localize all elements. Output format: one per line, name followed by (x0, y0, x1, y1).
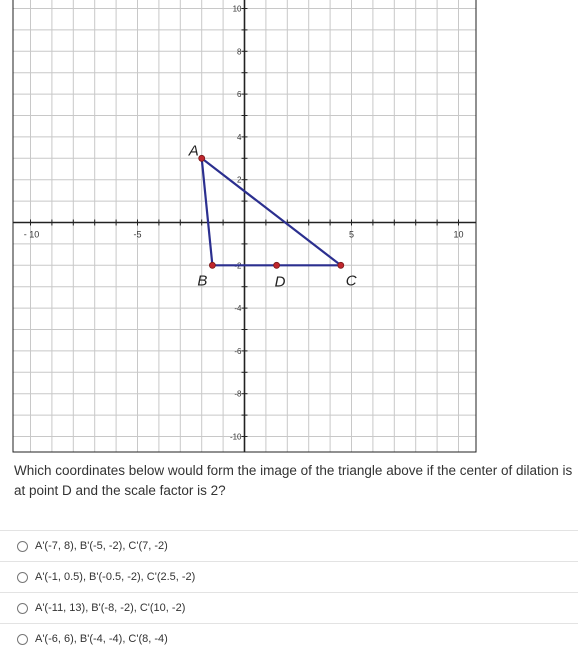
radio-button[interactable] (17, 572, 28, 583)
choice-2[interactable] (0, 561, 578, 592)
point-d (274, 262, 280, 268)
question-text: Which coordinates below would form the image of the triangle above if the center of dilation is at point D and the scale factor is 2? (14, 463, 573, 498)
x-axis-label: -5 (133, 229, 142, 240)
radio-button[interactable] (17, 541, 28, 552)
choice-3[interactable] (0, 592, 578, 623)
y-axis-label: -4 (234, 304, 242, 314)
y-axis-label: 2 (237, 175, 242, 185)
point-a (199, 155, 205, 161)
point-label-b: B (197, 272, 208, 290)
point-label-d: D (274, 273, 286, 291)
triangle-abc (202, 158, 341, 265)
point-label-c: C (345, 272, 357, 290)
y-axis-label: -6 (234, 346, 242, 356)
point-b (209, 262, 215, 268)
y-axis-label: 8 (237, 47, 242, 57)
y-axis-label: -8 (234, 389, 242, 399)
y-axis-label: -10 (229, 432, 242, 442)
radio-button[interactable] (17, 634, 28, 645)
choice-label: A'(-6, 6), B'(-4, -4), C'(8, -4) (35, 633, 168, 645)
radio-button[interactable] (17, 603, 28, 614)
x-axis-label: - 10 (23, 229, 40, 240)
y-axis-label: 4 (237, 132, 242, 142)
point-c (338, 262, 344, 268)
choice-label: A'(-7, 8), B'(-5, -2), C'(7, -2) (35, 540, 168, 552)
choice-1[interactable] (0, 530, 578, 561)
x-axis-label: 10 (453, 229, 464, 240)
y-axis-label: 6 (237, 90, 242, 100)
point-label-a: A (188, 142, 199, 160)
answer-choices (0, 530, 578, 654)
y-axis-label: -2 (234, 261, 242, 271)
y-axis-label: 10 (232, 4, 242, 14)
choice-4[interactable] (0, 623, 578, 654)
choice-label: A'(-11, 13), B'(-8, -2), C'(10, -2) (35, 602, 186, 614)
x-axis-label: 5 (348, 229, 355, 240)
choice-label: A'(-1, 0.5), B'(-0.5, -2), C'(2.5, -2) (35, 571, 196, 583)
